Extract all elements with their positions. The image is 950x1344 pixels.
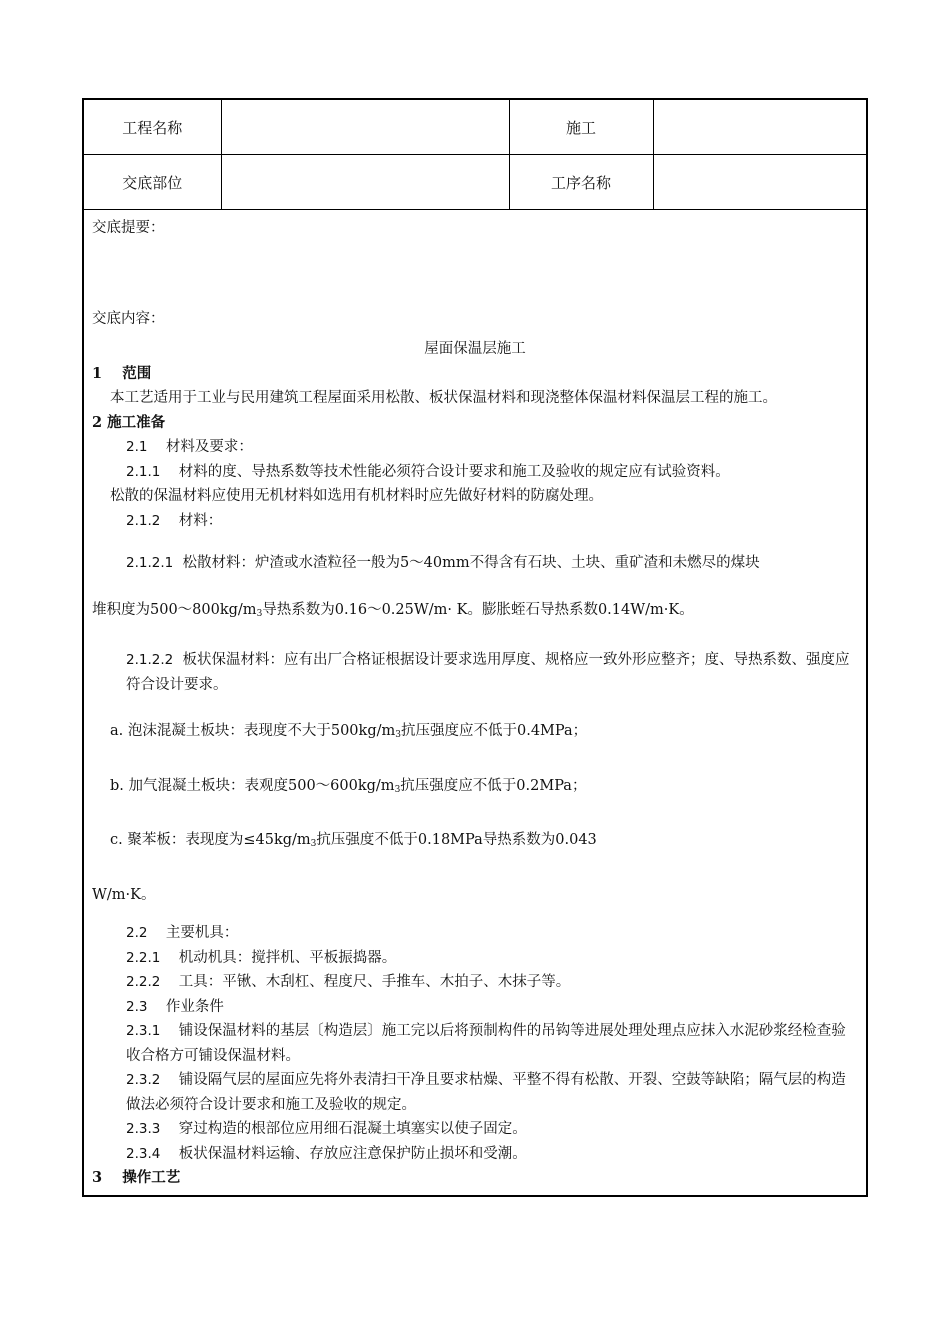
section-2-1-number: 2.1 — [126, 439, 148, 455]
process-label: 工序名称 — [509, 155, 653, 210]
project-name-label: 工程名称 — [84, 100, 221, 155]
item-c-strength: 抗压强度不低于0.18MPa导热系数为0.043 — [316, 832, 597, 848]
item-a-text: a. 泡沫混凝土板块：表现度不大于500kg/m — [110, 723, 396, 739]
section-2-3-4 — [92, 1142, 858, 1167]
section-2-2-text: 主要机具： — [165, 925, 239, 941]
item-c-sub: 3 — [310, 839, 317, 849]
construction-label: 施工 — [509, 100, 653, 155]
section-2-1-2-1-text: 松散材料：炉渣或水渣粒径一般为5～40mm不得含有石块、土块、重矿渣和未燃尽的煤块 — [182, 555, 760, 571]
section-2-1-2-2-number: 2.1.2.2 — [126, 652, 174, 668]
section-3-title: 操作工艺 — [122, 1169, 181, 1186]
section-2-3-3 — [92, 1117, 858, 1142]
section-2-3-3-number: 2.3.3 — [126, 1121, 161, 1137]
header-table — [84, 100, 866, 210]
section-2-1-2-1 — [92, 551, 858, 576]
section-1-number: 1 — [92, 364, 103, 382]
section-2-3-2-number: 2.3.2 — [126, 1072, 161, 1088]
section-2-2-number: 2.2 — [126, 925, 148, 941]
section-2-3-text: 作业条件 — [165, 998, 224, 1015]
section-2-1-2-text: 材料： — [178, 512, 223, 529]
item-c-text: c. 聚苯板：表现度为≤45kg/m — [110, 832, 311, 848]
header-row-2 — [84, 155, 866, 210]
process-value — [653, 155, 866, 210]
section-2-1-2-2 — [92, 648, 858, 697]
item-a-sub: 3 — [395, 730, 401, 740]
item-b-strength: 抗压强度应不低于0.2MPa； — [400, 777, 587, 794]
thermal-coefficient-text: 导热系数为0.16～0.25W/m· K。膨胀蛭石导热系数0.14W/m·K。 — [262, 601, 694, 618]
section-2-1-2-number: 2.1.2 — [126, 512, 161, 529]
section-2-2-2-text: 工具：平锹、木刮杠、程度尺、手推车、木拍子、木抹子等。 — [178, 974, 571, 990]
section-2-3-4-number: 2.3.4 — [126, 1145, 161, 1162]
section-2-1-1-text: 材料的度、导热系数等技术性能必须符合设计要求和施工及验收的规定应有试验资料。 — [178, 463, 730, 480]
summary-space — [92, 241, 858, 307]
section-1-heading — [92, 362, 858, 387]
section-3-heading — [92, 1166, 858, 1191]
summary-label: 交底提要： — [92, 220, 165, 236]
section-2-1-2-2-text: 板状保温材料：应有出厂合格证根据设计要求选用厚度、规格应一致外形应整齐；度、导热系数、强度应符合设计要求。 — [126, 652, 850, 693]
bulk-density-text: 堆积度为500～800kg/m — [92, 601, 257, 618]
header-row-1 — [84, 100, 866, 155]
item-b-text: b. 加气混凝土板块：表观度500～600kg/m — [110, 777, 395, 794]
content-label: 交底内容： — [92, 310, 165, 327]
section-2-3-3-text: 穿过构造的根部位应用细石混凝土填塞实以使子固定。 — [178, 1121, 527, 1137]
disclosure-body — [84, 216, 866, 1191]
project-name-value — [221, 100, 509, 155]
section-2-heading: 2 施工准备 — [92, 413, 166, 431]
section-2-2 — [92, 921, 858, 946]
item-c — [92, 828, 858, 857]
item-a-strength: 抗压强度应不低于0.4MPa； — [400, 723, 588, 739]
section-1-text: 本工艺适用于工业与民用建筑工程屋面采用松散、板状保温材料和现浇整体保温材料保温层工程的施工。 — [110, 390, 777, 406]
section-2-3-1 — [92, 1019, 858, 1068]
section-3-number: 3 — [92, 1169, 103, 1186]
section-2-3-2-text: 铺设隔气层的屋面应先将外表清扫干净且要求枯燥、平整不得有松散、开裂、空鼓等缺陷；隔气层的构造做法必须符合设计要求和施工及验收的规定。 — [126, 1072, 846, 1113]
section-1-title: 范围 — [122, 364, 152, 382]
item-b-sub: 3 — [394, 784, 401, 795]
part-value — [221, 155, 509, 210]
construction-value — [653, 100, 866, 155]
section-2-1-1-note: 松散的保温材料应使用无机材料如选用有机材料时应先做好材料的防腐处理。 — [110, 488, 603, 504]
section-2-2-1-number: 2.2.1 — [126, 949, 161, 966]
section-2-1-2-1-number: 2.1.2.1 — [126, 555, 174, 571]
section-2-3-4-text: 板状保温材料运输、存放应注意保护防止损坏和受潮。 — [178, 1145, 527, 1162]
section-2-1-1-number: 2.1.1 — [126, 463, 161, 480]
bulk-density-unit-sub: 3 — [256, 608, 263, 619]
item-a — [92, 719, 858, 748]
section-2-1-text: 材料及要求： — [165, 439, 253, 455]
section-2-3 — [92, 995, 858, 1020]
section-2-1-1 — [92, 460, 858, 485]
section-2-2-2-number: 2.2.2 — [126, 974, 161, 990]
section-2-1-2 — [92, 509, 858, 534]
section-2-1-2-1-continued — [92, 598, 858, 627]
section-2-3-2 — [92, 1068, 858, 1117]
section-2-1 — [92, 435, 858, 460]
section-2-3-number: 2.3 — [126, 998, 148, 1015]
section-2-2-1-text: 机动机具：搅拌机、平板振捣器。 — [178, 949, 397, 966]
part-label: 交底部位 — [84, 155, 221, 210]
section-2-2-1 — [92, 946, 858, 971]
section-2-2-2 — [92, 970, 858, 995]
item-b — [92, 774, 858, 803]
section-2-3-1-number: 2.3.1 — [126, 1023, 161, 1039]
item-c-continued: W/m·K。 — [92, 886, 156, 903]
section-2-3-1-text: 铺设保温材料的基层〔构造层〕施工完以后将预制构件的吊钩等进展处理处理点应抹入水泥砂浆经检查验收合格方可铺设保温材料。 — [126, 1023, 846, 1064]
doc-title: 屋面保温层施工 — [424, 341, 526, 357]
disclosure-form — [82, 98, 868, 1197]
